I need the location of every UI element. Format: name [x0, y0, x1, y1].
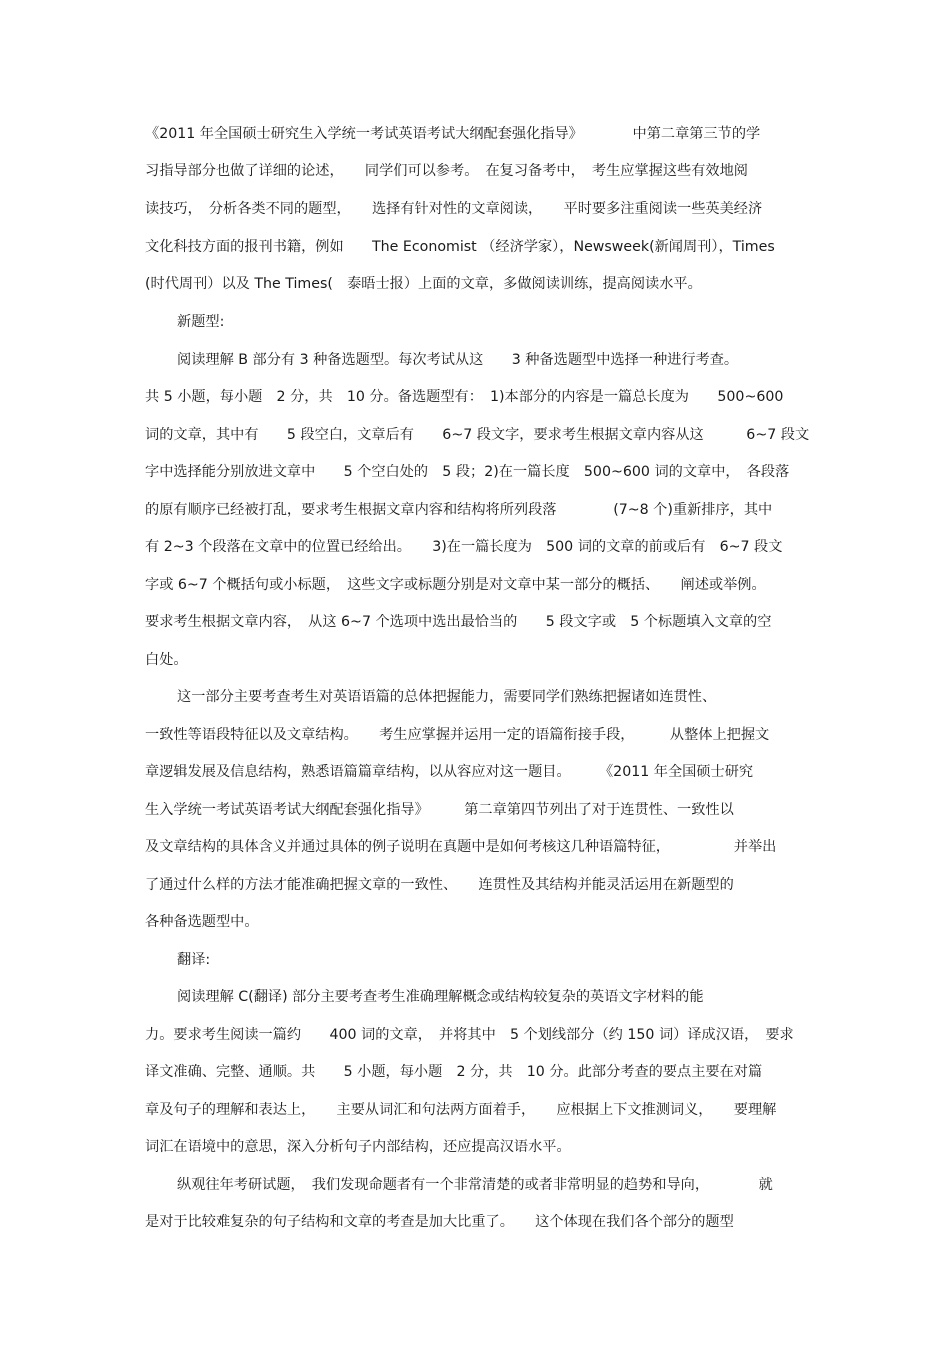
text-line: 要求考生根据文章内容， 从这 6~7 个选项中选出最恰当的 5 段文字或 5 个标题填入文章的空: [145, 614, 772, 630]
text-line: 《2011 年全国硕士研究生入学统一考试英语考试大纲配套强化指导》 中第二章第三节的学: [145, 126, 761, 142]
text-line: 章及句子的理解和表达上， 主要从词汇和句法两方面着手， 应根据上下文推测词义， 要理解: [145, 1102, 777, 1118]
text-line: 读技巧， 分析各类不同的题型， 选择有针对性的文章阅读， 平时要多注重阅读一些英美经济: [145, 201, 763, 217]
text-line: 纵观往年考研试题， 我们发现命题者有一个非常清楚的或者非常明显的趋势和导向， 就: [177, 1177, 773, 1193]
text-line: 有 2~3 个段落在文章中的位置已经给出。 3)在一篇长度为 500 词的文章的前或后有 6~7 段文: [145, 539, 783, 555]
text-line: 共 5 小题，每小题 2 分，共 10 分。备选题型有： 1)本部分的内容是一篇总长度为 500~600: [145, 389, 784, 405]
text-line: 字中选择能分别放进文章中 5 个空白处的 5 段；2)在一篇长度 500~600 词的文章中， 各段落: [145, 464, 790, 480]
text-line: 阅读理解 B 部分有 3 种备选题型。每次考试从这 3 种备选题型中选择一种进行考查。: [177, 352, 739, 368]
text-line: 阅读理解 C(翻译) 部分主要考查考生准确理解概念或结构较复杂的英语文字材料的能: [177, 989, 704, 1005]
text-line: 这一部分主要考查考生对英语语篇的总体把握能力，需要同学们熟练把握诸如连贯性、: [177, 689, 717, 705]
text-line: (时代周刊）以及 The Times( 泰晤士报）上面的文章，多做阅读训练，提高阅读水平。: [145, 276, 702, 292]
text-line: 词汇在语境中的意思，深入分析句子内部结构，还应提高汉语水平。: [145, 1139, 571, 1155]
text-line: 白处。: [145, 652, 188, 668]
text-line: 章逻辑发展及信息结构，熟悉语篇篇章结构，以从容应对这一题目。 《2011 年全国硕士研究: [145, 764, 754, 780]
text-line: 一致性等语段特征以及文章结构。 考生应掌握并运用一定的语篇衔接手段， 从整体上把握文: [145, 727, 770, 743]
section-heading-new-question-types: 新题型:: [177, 314, 225, 330]
text-line: 词的文章，其中有 5 段空白，文章后有 6~7 段文字，要求考生根据文章内容从这 6~7 段文: [145, 427, 810, 443]
text-line: 字或 6~7 个概括句或小标题， 这些文字或标题分别是对文章中某一部分的概括、 阐述或举例。: [145, 577, 766, 593]
text-line: 生入学统一考试英语考试大纲配套强化指导》 第二章第四节列出了对于连贯性、一致性以: [145, 802, 734, 818]
text-line: 是对于比较难复杂的句子结构和文章的考查是加大比重了。 这个体现在我们各个部分的题型: [145, 1214, 734, 1230]
text-line: 的原有顺序已经被打乱，要求考生根据文章内容和结构将所列段落 (7~8 个)重新排序，其中: [145, 502, 773, 518]
text-line: 译文准确、完整、通顺。共 5 小题，每小题 2 分，共 10 分。此部分考查的要点主要在对篇: [145, 1064, 763, 1080]
text-line: 文化科技方面的报刊书籍，例如 The Economist （经济学家），Newsweek(新闻周刊），Times: [145, 239, 775, 255]
text-line: 及文章结构的具体含义并通过具体的例子说明在真题中是如何考核这几种语篇特征， 并举出: [145, 839, 777, 855]
text-line: 各种备选题型中。: [145, 914, 259, 930]
text-line: 了通过什么样的方法才能准确把握文章的一致性、 连贯性及其结构并能灵活运用在新题型的: [145, 877, 734, 893]
text-line: 习指导部分也做了详细的论述， 同学们可以参考。 在复习备考中， 考生应掌握这些有效地阅: [145, 163, 748, 179]
text-line: 力。要求考生阅读一篇约 400 词的文章， 并将其中 5 个划线部分（约 150 词）译成汉语， 要求: [145, 1027, 794, 1043]
section-heading-translation: 翻译:: [177, 952, 211, 968]
